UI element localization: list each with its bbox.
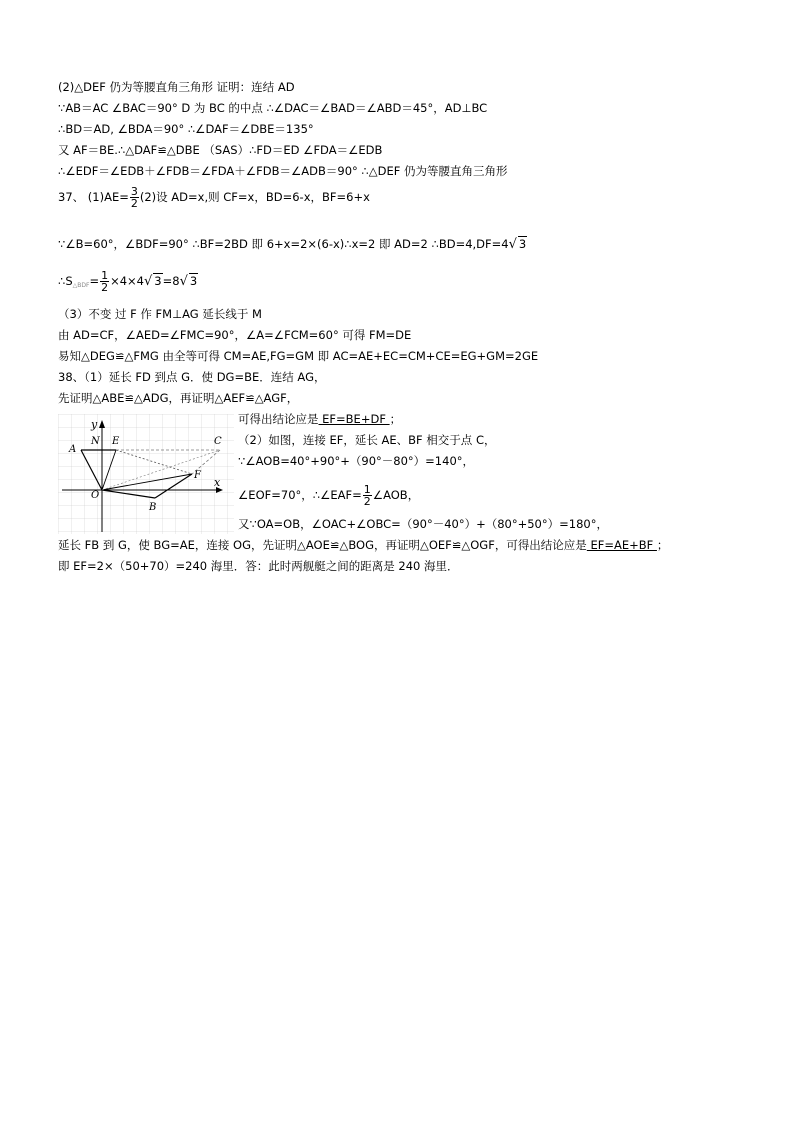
problem-37-area-line [58, 270, 198, 293]
problem-38-part2-line-2: ∵∠AOB=40°+90°+（90°－80°）=140°， [238, 454, 475, 468]
fraction-denominator: 2 [363, 495, 371, 508]
proof-line-4: 又 AF＝BE.∴△DAF≌△DBE （SAS）∴FD＝ED ∠FDA＝∠EDB [58, 143, 383, 157]
equals-sign: = [89, 274, 100, 288]
problem-37-part3-line-3: 易知△DEG≌△FMG 由全等可得 CM=AE,FG=GM 即 AC=AE+EC=CM+CE=EG+GM=2GE [58, 349, 539, 363]
proof-line-2: ∵AB＝AC ∠BAC＝90° D 为 BC 的中点 ∴∠DAC＝∠BAD＝∠ABD＝45°，AD⊥BC [58, 101, 488, 115]
radicand: 3 [189, 274, 198, 288]
problem-38-conclusion-1 [238, 412, 401, 426]
fraction-numerator: 1 [363, 483, 371, 496]
problem-38-line-2: 先证明△ABE≌△ADG，再证明△AEF≌△AGF， [58, 391, 299, 405]
problem-38-part2-line-5 [58, 538, 668, 552]
problem-37-part3-line-2: 由 AD=CF，∠AED=∠FMC=90°，∠A=∠FCM=60° 可得 FM=DE [58, 328, 412, 342]
label-c: C [214, 436, 222, 447]
fraction-one-half [363, 484, 372, 507]
label-a: A [69, 444, 77, 455]
problem-38-line-1: 38、（1）延长 FD 到点 G．使 DG=BE．连结 AG， [58, 370, 326, 384]
area-result: =8 [162, 274, 180, 288]
geometry-figure [58, 414, 234, 534]
p37-part2: (2)设 AD=x,则 CF=x，BD=6-x，BF=6+x [139, 190, 370, 204]
problem-38-final-answer: 即 EF=2×（50+70）=240 海里．答：此时两舰艇之间的距离是 240 海里． [58, 559, 459, 573]
aob-text: ∠AOB， [372, 488, 420, 502]
area-product: ×4×4 [110, 274, 144, 288]
label-b: B [149, 502, 157, 513]
label-y: y [91, 418, 98, 431]
fraction-one-half [100, 270, 109, 293]
proof-line-1: (2)△DEF 仍为等腰直角三角形 证明：连结 AD [58, 80, 295, 94]
proof-line-5: ∴∠EDF＝∠EDB＋∠FDB＝∠FDA＋∠FDB＝∠ADB＝90° ∴△DEF 仍为等腰直角三角形 [58, 164, 508, 178]
problem-38-part2-line-3 [238, 484, 419, 507]
problem-38-part2-line-1: （2）如图，连接 EF，延长 AE、BF 相交于点 C， [238, 433, 496, 447]
fraction-numerator: 3 [130, 185, 138, 198]
label-o: O [91, 490, 100, 501]
radical-sign: √ [143, 274, 153, 289]
fraction-denominator: 2 [130, 197, 138, 210]
figure-grid [58, 414, 234, 534]
extend-fb-text: 延长 FB 到 G，使 BG=AE，连接 OG，先证明△AOE≌△BOG，再证明△OEF≌△OGF，可得出结论应是 [58, 538, 587, 552]
conclusion-end: ； [389, 412, 402, 426]
label-f: F [194, 470, 201, 481]
area-subscript: △BDF [72, 282, 90, 289]
problem-37-line-1 [58, 186, 370, 209]
problem-37-part3-line-1: （3）不变 过 F 作 FM⊥AG 延长线于 M [58, 307, 262, 321]
area-symbol: ∴S [58, 274, 73, 288]
radicand: 3 [518, 237, 527, 251]
conclusion-answer-1: EF=BE+DF [318, 412, 390, 426]
proof-line-3: ∴BD＝AD, ∠BDA＝90° ∴∠DAF＝∠DBE＝135° [58, 122, 314, 136]
p37-part1: 37、 (1)AE= [58, 190, 129, 204]
conclusion-end: ； [656, 538, 669, 552]
radical-sign: √ [179, 274, 188, 289]
label-e: E [112, 436, 120, 447]
problem-37-line-2 [58, 236, 527, 252]
p37-bdf-text: ∵∠B=60°，∠BDF=90° ∴BF=2BD 即 6+x=2×(6-x)∴x=2 即 AD=2 ∴BD=4,DF=4 [58, 237, 509, 251]
fraction-denominator: 2 [101, 281, 109, 294]
label-n: N [91, 436, 100, 447]
fraction-three-halves [130, 186, 139, 209]
conclusion-answer-2: EF=AE+BF [586, 538, 657, 552]
radicand: 3 [154, 274, 162, 288]
eof-text: ∠EOF=70°，∴∠EAF= [238, 488, 362, 502]
fraction-numerator: 1 [101, 269, 109, 282]
conclusion-lead: 可得出结论应是 [238, 412, 319, 426]
label-x: x [214, 476, 221, 489]
problem-38-part2-line-4: 又∵OA=OB，∠OAC+∠OBC=（90°－40°）+（80°+50°）=180°， [238, 517, 608, 531]
radical-sign: √ [508, 237, 517, 252]
